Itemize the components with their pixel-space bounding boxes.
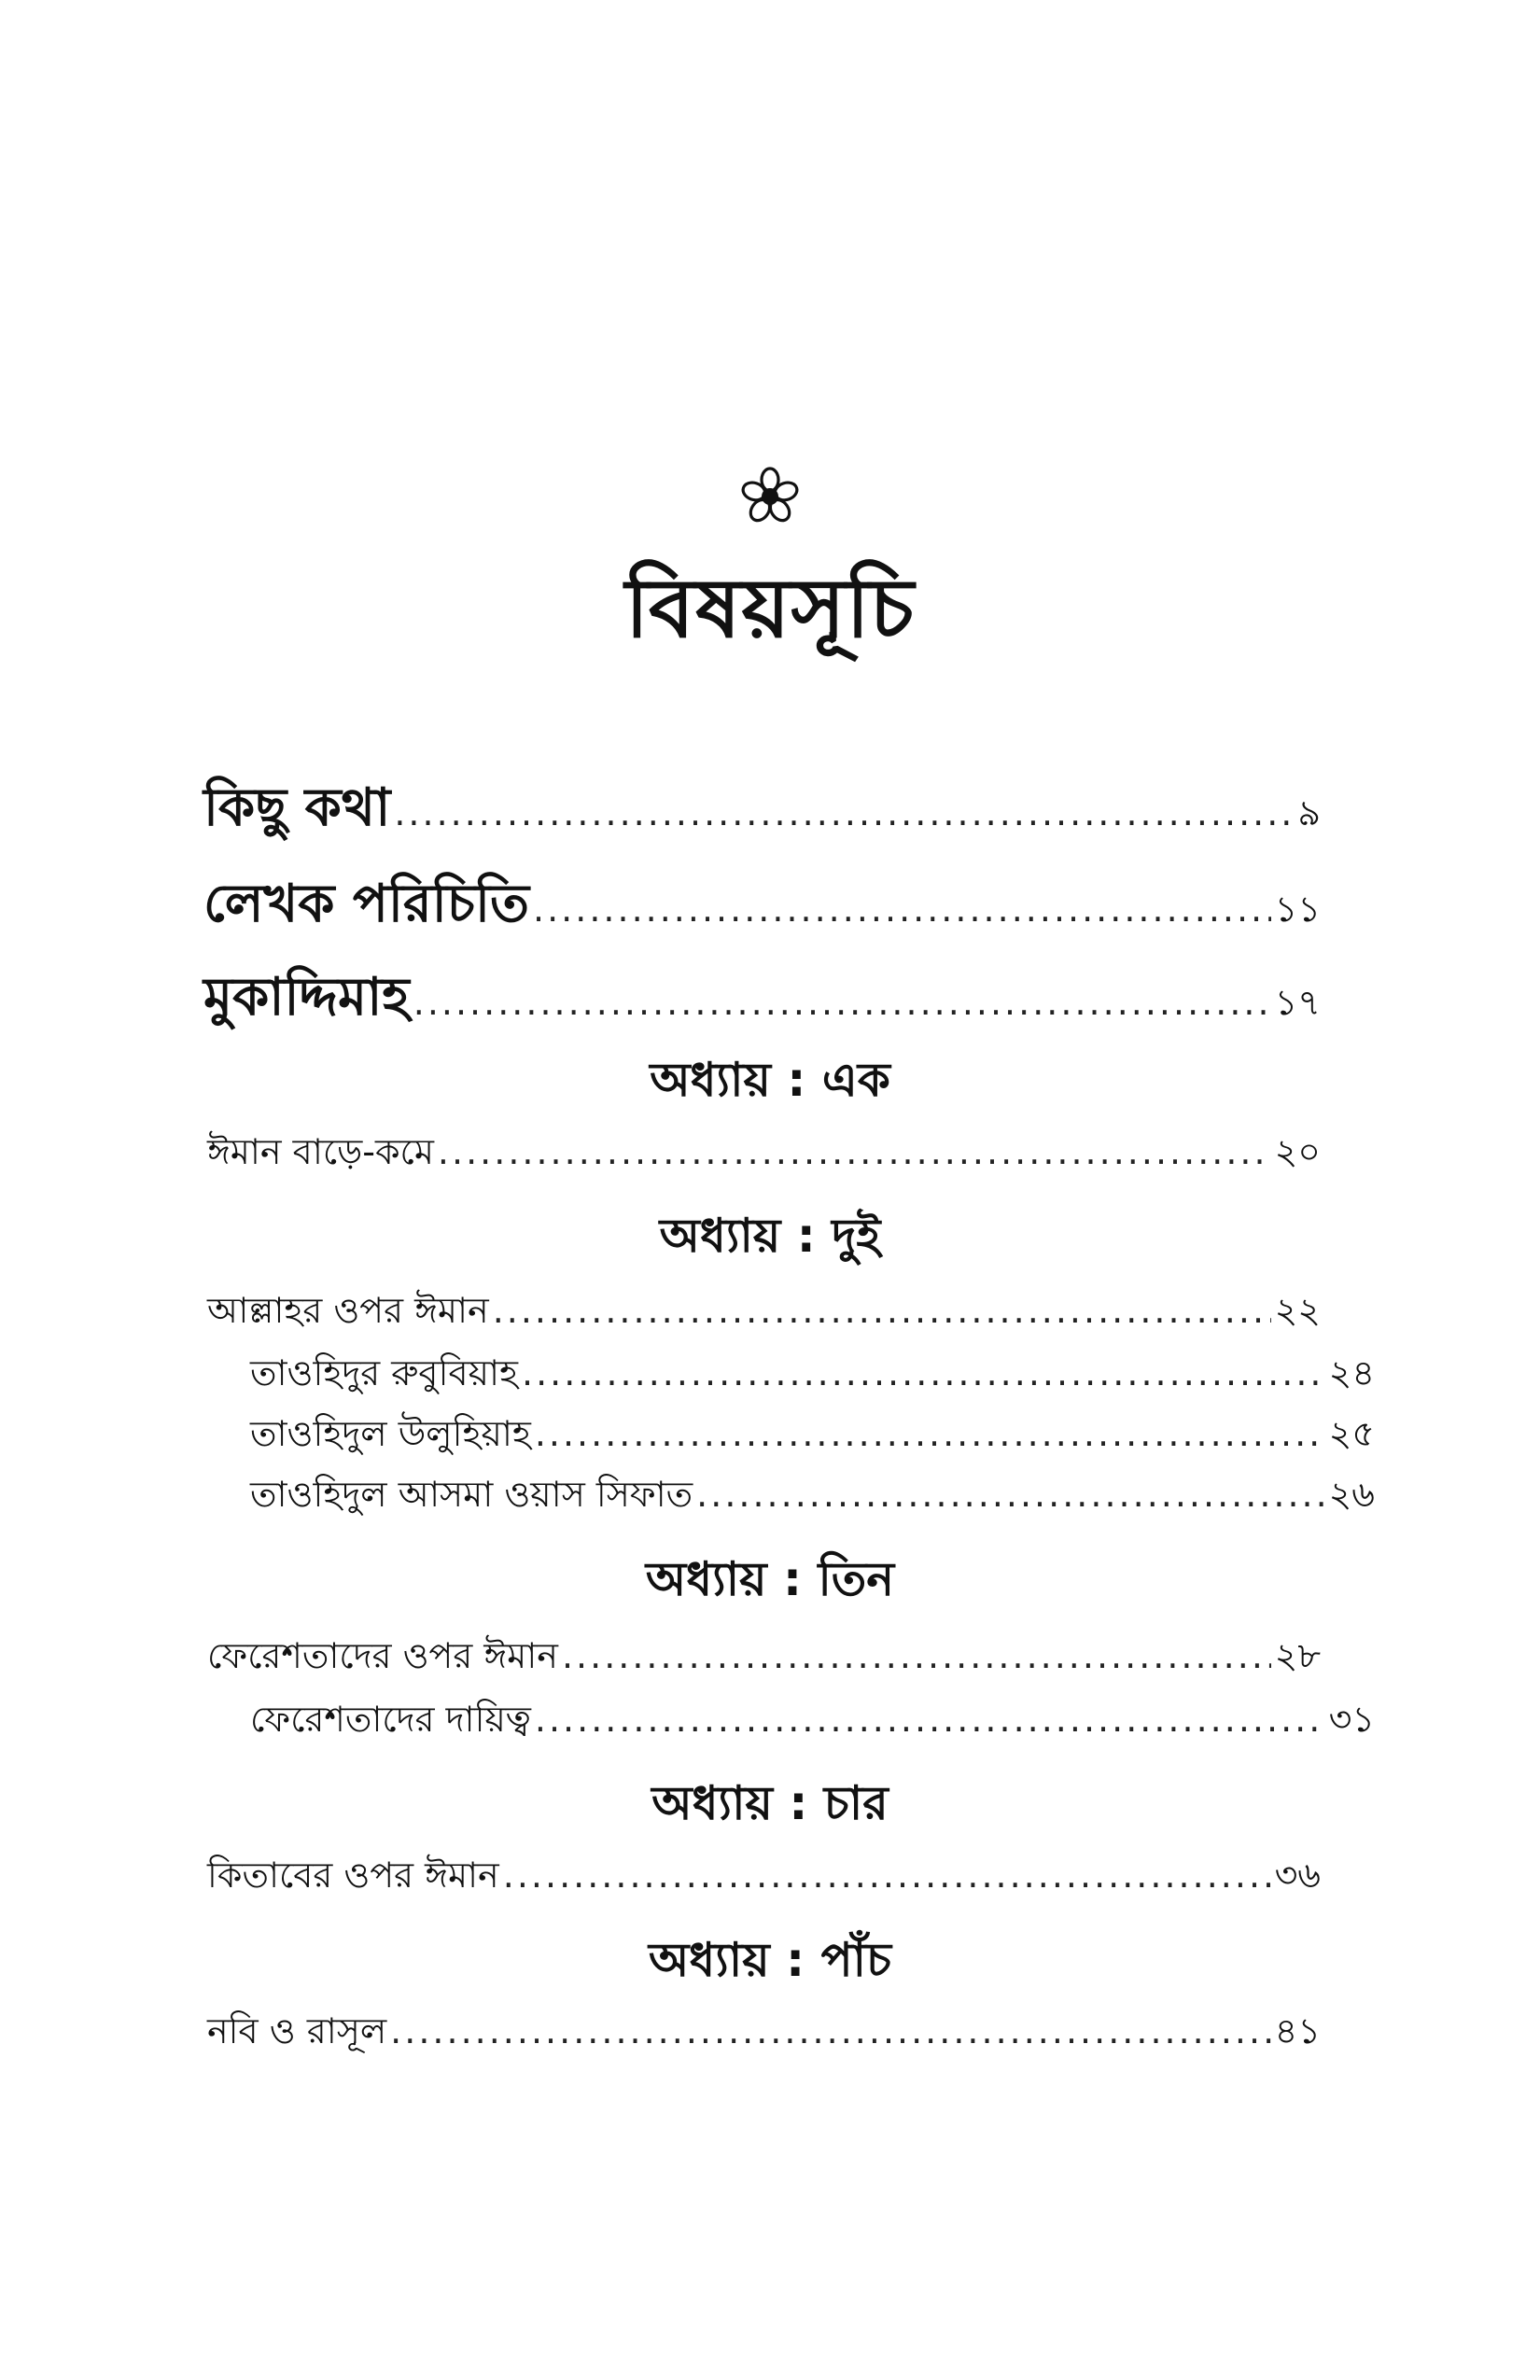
toc-entry[interactable]	[207, 1283, 1321, 1343]
toc-entry-page: ৪১	[1274, 2010, 1321, 2051]
toc-entry-page: ১১	[1274, 889, 1321, 930]
toc-entry-page: ২০	[1274, 1131, 1321, 1172]
toc-entry-label: মুকাদ্দিমাহ	[203, 967, 410, 1028]
leader-dots	[535, 1413, 1325, 1454]
toc-subentry[interactable]	[250, 1692, 1375, 1752]
toc-subentry[interactable]	[250, 1467, 1375, 1527]
leader-dots	[394, 792, 1294, 833]
leader-dots	[533, 889, 1271, 930]
toc-subentry[interactable]	[250, 1407, 1375, 1466]
toc-entry[interactable]	[203, 767, 1321, 855]
leader-dots	[503, 1855, 1271, 1896]
leader-dots	[535, 1699, 1325, 1740]
toc-entry-page: ৩১	[1328, 1699, 1375, 1740]
toc-entry-label: আল্লাহর ওপর ঈমান	[207, 1290, 489, 1331]
toc-entry-page: ৩৬	[1274, 1855, 1321, 1896]
leader-dots	[522, 1352, 1325, 1393]
toc-entry-label: ঈমান বাড়ে-কমে	[207, 1131, 434, 1172]
chapter-heading: অধ্যায় : চার	[651, 1776, 889, 1830]
toc-entry-page: ২২	[1274, 1290, 1321, 1331]
chapter-heading: অধ্যায় : এক	[650, 1053, 890, 1107]
leader-dots	[696, 1474, 1324, 1515]
toc-entry-label: তাওহিদুর রুবুবিয়াহ	[250, 1352, 518, 1393]
toc-entry[interactable]	[207, 1125, 1321, 1184]
toc-entry-page: ২৫	[1328, 1413, 1375, 1454]
toc-entry-label: কিতাবের ওপর ঈমান	[207, 1855, 499, 1896]
toc-entry[interactable]	[207, 1848, 1321, 1908]
toc-entry[interactable]	[207, 2004, 1321, 2064]
toc-entry-label: তাওহিদুল উলুহিয়াহ	[250, 1413, 531, 1454]
toc-entry-page: ২৬	[1328, 1474, 1375, 1515]
toc-entry-label: ফেরেশতাদের ওপর ঈমান	[207, 1635, 558, 1676]
leader-dots	[493, 1290, 1271, 1331]
chapter-heading: অধ্যায় : পাঁচ	[648, 1933, 891, 1987]
chapter-heading: অধ্যায় : তিন	[645, 1552, 895, 1606]
leader-dots	[390, 2010, 1271, 2051]
toc-entry-label: তাওহিদুল আসমা ওয়াস সিফাত	[250, 1474, 693, 1515]
toc-entry[interactable]	[203, 957, 1321, 1044]
toc-entry-label: ফেরেশতাদের দায়িত্ব	[250, 1699, 531, 1740]
leader-dots	[413, 982, 1271, 1023]
toc-entry-label: কিছু কথা	[203, 777, 391, 838]
chapter-heading: অধ্যায় : দুই	[659, 1209, 881, 1263]
toc-entry-label: লেখক পরিচিতি	[203, 874, 530, 934]
toc-entry-page: ২৪	[1328, 1352, 1375, 1393]
toc-entry-page: ২৮	[1274, 1635, 1321, 1676]
toc-entry-page: ১৭	[1274, 982, 1321, 1023]
toc-entry-label: নবি ও রাসূল	[207, 2010, 387, 2051]
leader-dots	[562, 1635, 1271, 1676]
leader-dots	[438, 1131, 1271, 1172]
toc-entry[interactable]	[203, 863, 1321, 951]
page-title: বিষয়সূচি	[624, 560, 916, 656]
toc-entry[interactable]	[207, 1629, 1321, 1688]
toc-entry-page: ৯	[1297, 792, 1321, 833]
toc-subentry[interactable]	[250, 1346, 1375, 1406]
flower-icon	[738, 465, 802, 528]
